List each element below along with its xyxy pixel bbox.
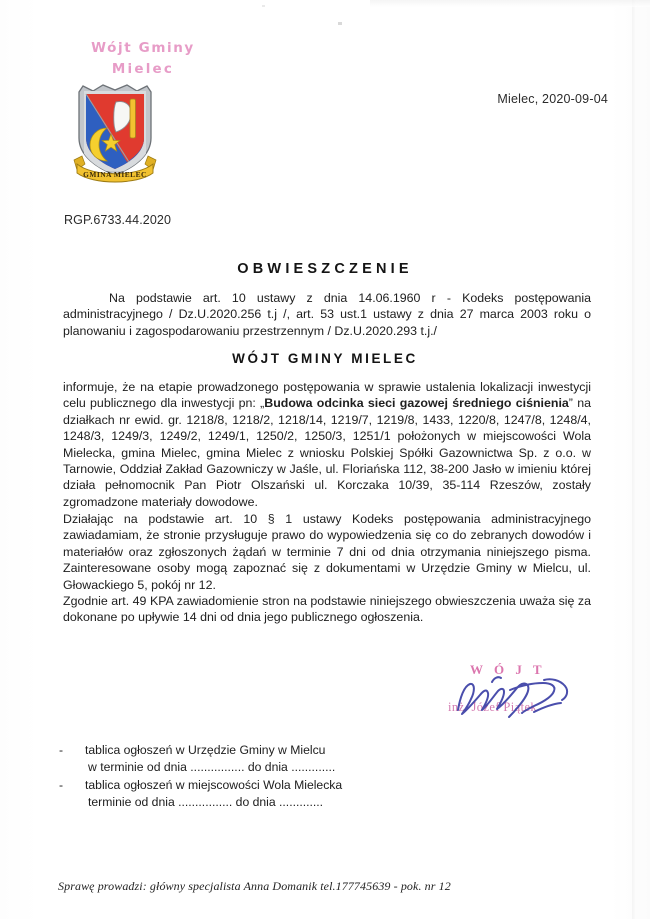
investment-parcels-text: ” na działkach nr ewid. gr. 1218/8, 1218/2, 1218/14, 1219/7, 1219/8, 1433, 1220/8, 1247/8, 1248/4, 1248/3, 1249/3, 1249/2, 1249/1, 1250/2, 1250/3, 1251/1 położonych w miejscowości Wola Mielecka, gmina Mielec, gmina Mielec z wniosku Polskiej Spółki Gazownictwa Sp. z o.o. w Tarnowie, Oddział Zakład Gazowniczy w Jaśle, ul. Floriańska 112, 38-200 Jasło w imieniu której działa pełnomocnik Pan Piotr Olszański ul. Korczaka 10/39, 35-114 Rzeszów, zostały zgromadzone materiały dowodowe. [63, 396, 592, 509]
posting-period-1: w terminie od dnia ................ do dnia ............. [88, 759, 336, 774]
list-dash: - [59, 778, 64, 793]
page-title: OBWIESZCZENIE [237, 261, 413, 277]
reference-number: RGP.6733.44.2020 [64, 213, 172, 227]
legal-basis-text: Na podstawie art. 10 ustawy z dnia 14.06.1960 r - Kodeks postępowania administracyjnego / Dz.U.2020.256 t.j /, art. 53 ust.1 ustawy z dnia 27 marca 2003 roku o planowaniu i zagospodarowaniu przestrzennym / Dz.U.2020.293 t.j./ [63, 291, 591, 338]
list-dash: - [59, 743, 64, 757]
rights-paragraph [63, 511, 591, 626]
header-stamp-line1: Wójt Gminy [91, 40, 195, 56]
rights-text: Działając na podstawie art. 10 § 1 ustawy Kodeks postępowania administracyjnego zawiadamiam, że stronie przysługuje prawo do wypowiedzenia się co do zebranych dowodów i materiałów oraz zgłoszonych żądań w terminie 7 dni od dnia otrzymania niniejszego pisma. Zainteresowane osoby mogą zapoznać się z dokumentami w Urzędzie Gminy w Mielcu, ul. Głowackiego 5, pokój nr 12. [63, 512, 591, 592]
axe-handle-icon [130, 99, 136, 138]
posting-period-2: terminie od dnia ................ do dnia ............. [88, 794, 324, 809]
investment-name-bold: Budowa odcinka sieci gazowej średniego ciśnienia [264, 396, 569, 411]
authority-heading: WÓJT GMINY MIELEC [232, 351, 418, 366]
coat-of-arms-mielec [69, 82, 161, 188]
case-handler-footer: Sprawę prowadzi: główny specjalista Anna Domanik tel.177745639 - pok. nr 12 [58, 879, 451, 893]
investment-paragraph [63, 379, 591, 510]
banner-text: GMINA MIELEC [83, 170, 147, 179]
list-item [57, 777, 477, 810]
investment-intro-text: informuje, że na etapie prowadzonego postępowania w sprawie ustalenia lokalizacji inwestycji celu publicznego dla inwestycji pn: „ [63, 380, 591, 411]
signature-block [448, 662, 598, 724]
header-stamp-line2: Mielec [111, 61, 175, 77]
signature-name-stamp: inż. Józef Piątek [448, 700, 538, 714]
signature-title-stamp: W Ó J T [470, 662, 546, 677]
legal-basis-paragraph [63, 290, 591, 339]
document-date: Mielec, 2020-09-04 [497, 92, 608, 106]
header-office-stamp [58, 38, 228, 80]
posting-location-2: tablica ogłoszeń w miejscowości Wola Mielecka [85, 778, 343, 793]
notice-effect-text: Zgodnie art. 49 KPA zawiadomienie stron na podstawie niniejszego obwieszczenia uważa się za dokonane po upływie 14 dni od dnia jego publicznego ogłoszenia. [63, 594, 591, 625]
list-item-text [85, 777, 477, 810]
list-item-text [85, 742, 477, 775]
posting-list [57, 742, 477, 812]
list-item [57, 742, 477, 775]
coat-of-arms-svg [69, 82, 161, 188]
posting-location-1: tablica ogłoszeń w Urzędzie Gminy w Mielcu [85, 743, 326, 757]
